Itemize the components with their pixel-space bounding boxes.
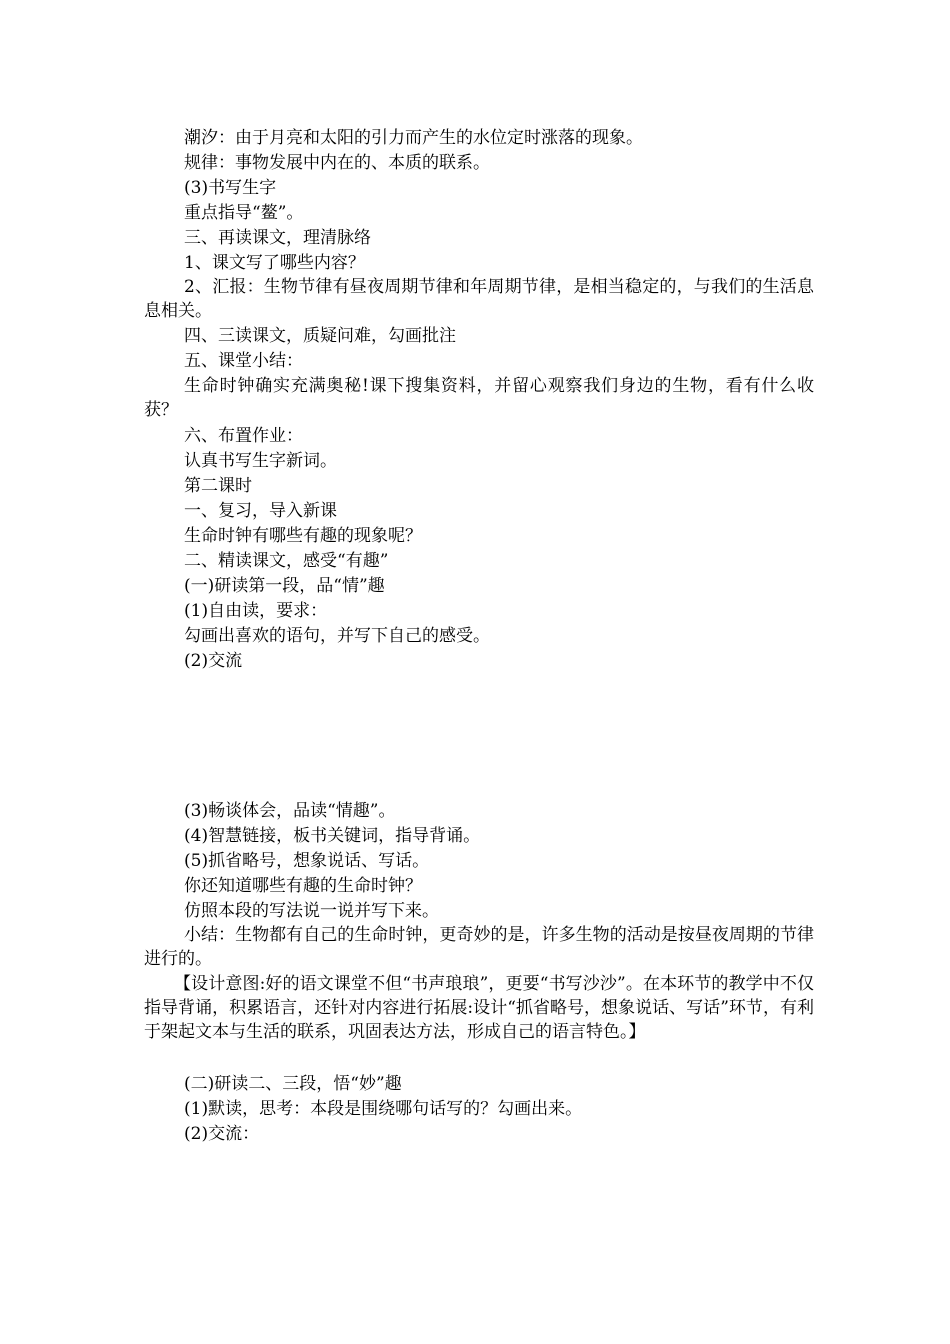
- step-free-read: (1)自由读，要求：: [184, 601, 328, 621]
- design-intent-paragraph: 【设计意图:好的语文课堂不但“书声琅琅”，更要“书写沙沙”。在本环节的教学中不仅指导背诵，积累语言，还针对内容进行拓展:设计“抓省略号，想象说话、写话”环节，有利于架起文本与生活的联系，巩固表达方法，形成自己的语言特色。】: [144, 974, 814, 1042]
- step-discuss-two: (2)交流：: [184, 1124, 260, 1144]
- section-heading-reread: 三、再读课文，理清脉络: [184, 228, 371, 248]
- instruction-imitate: 仿照本段的写法说一说并写下来。: [184, 901, 439, 921]
- step-ellipsis: (5)抓省略号，想象说话、写话。: [184, 851, 430, 871]
- step-share: (3)畅谈体会，品读“情趣”。: [184, 801, 396, 821]
- step-silent-read: (1)默读，思考：本段是围绕哪句话写的？勾画出来。: [184, 1099, 583, 1119]
- section-heading-homework: 六、布置作业：: [184, 426, 303, 446]
- step-write-characters: (3)书写生字: [184, 178, 277, 198]
- key-character-guide: 重点指导“鳌”。: [184, 203, 304, 223]
- section-heading-review: 一、复习，导入新课: [184, 501, 337, 521]
- report-paragraph: 2、汇报：生物节律有昼夜周期节律和年周期节律，是相当稳定的，与我们的生活息息相关。: [144, 277, 814, 321]
- section-heading-summary: 五、课堂小结：: [184, 351, 303, 371]
- homework-text: 认真书写生字新词。: [184, 451, 337, 471]
- section-heading-third-read: 四、三读课文，质疑问难，勾画批注: [184, 326, 456, 346]
- question-interesting: 生命时钟有哪些有趣的现象呢？: [184, 526, 422, 546]
- instruction-underline: 勾画出喜欢的语句，并写下自己的感受。: [184, 626, 490, 646]
- question-other-clocks: 你还知道哪些有趣的生命时钟？: [184, 876, 422, 896]
- step-wisdom-link: (4)智慧链接，板书关键词，指导背诵。: [184, 826, 481, 846]
- conclusion-paragraph: 小结：生物都有自己的生命时钟，更奇妙的是，许多生物的活动是按昼夜周期的节律进行的。: [144, 925, 814, 969]
- question-content: 1、课文写了哪些内容？: [184, 253, 365, 273]
- summary-paragraph: 生命时钟确实充满奥秘!课下搜集资料，并留心观察我们身边的生物，看有什么收获？: [144, 376, 814, 420]
- step-discuss: (2)交流: [184, 651, 243, 671]
- definition-law: 规律：事物发展中内在的、本质的联系。: [184, 153, 490, 173]
- lesson-two-title: 第二课时: [184, 476, 252, 496]
- subsection-first-paragraph: (一)研读第一段，品“情”趣: [184, 576, 385, 596]
- subsection-second-third: (二)研读二、三段，悟“妙”趣: [184, 1074, 402, 1094]
- definition-tide: 潮汐：由于月亮和太阳的引力而产生的水位定时涨落的现象。: [184, 128, 643, 148]
- section-heading-intensive-read: 二、精读课文，感受“有趣”: [184, 551, 389, 571]
